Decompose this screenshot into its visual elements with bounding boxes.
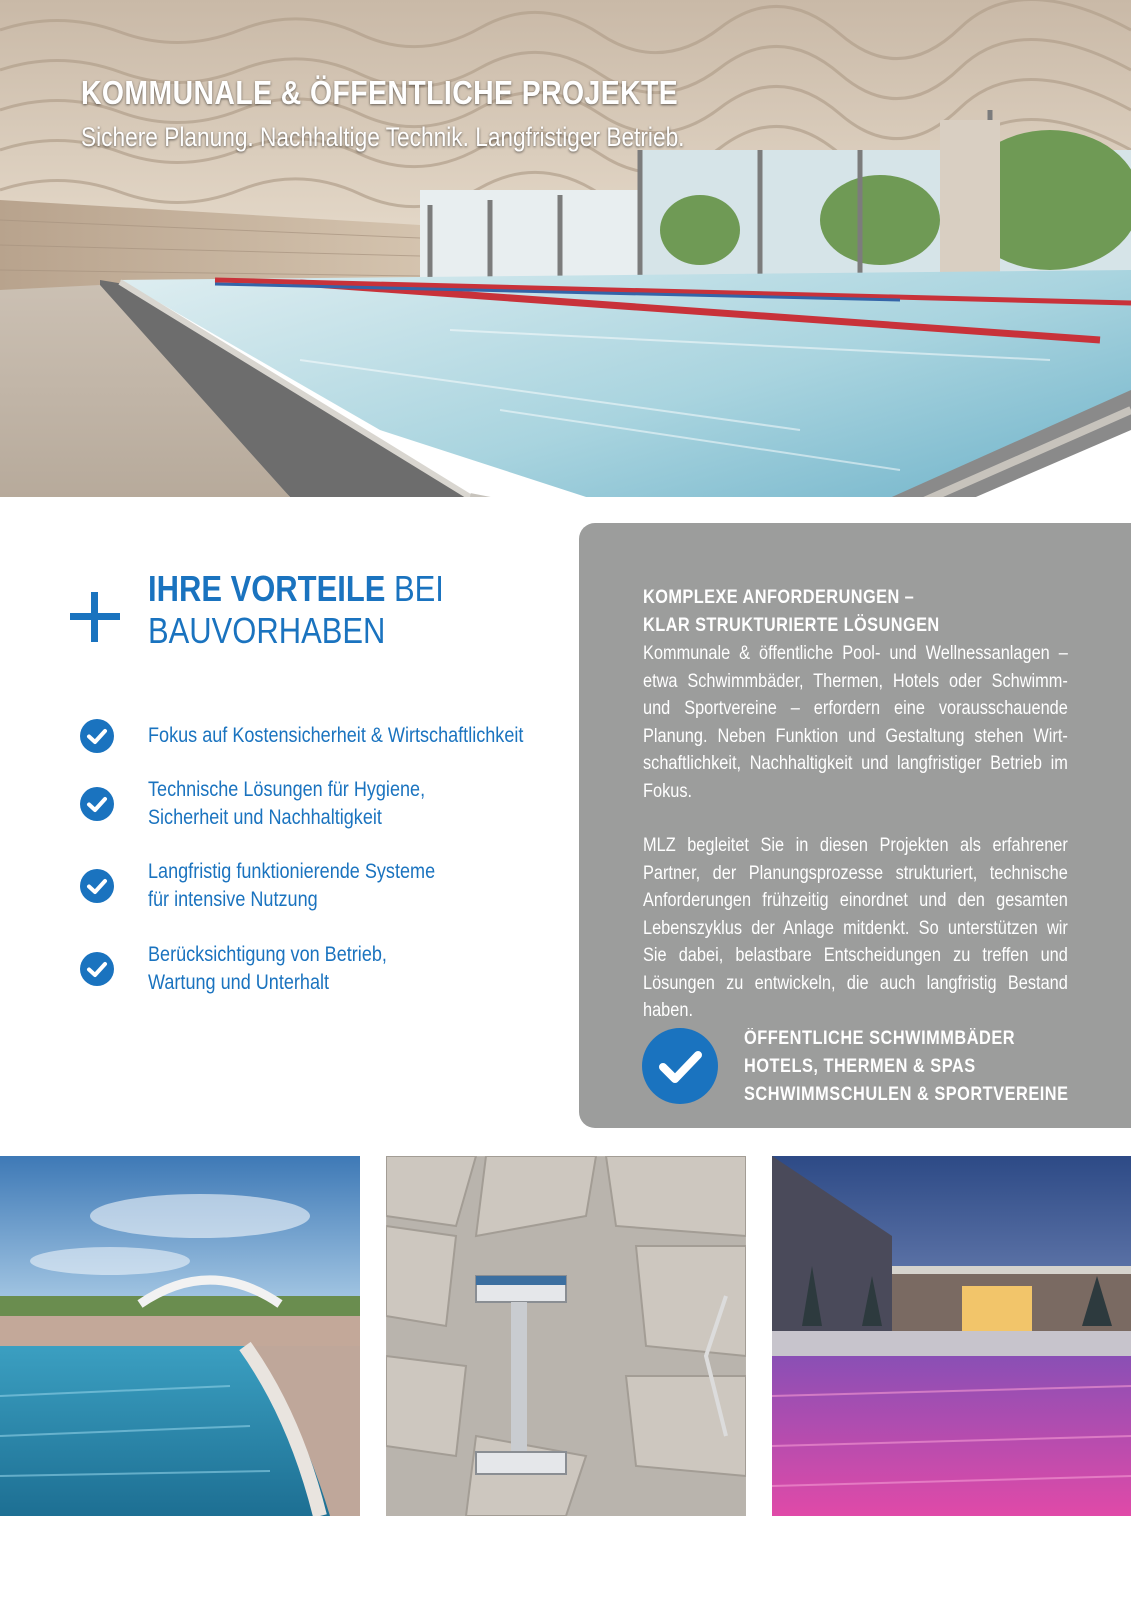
panel-heading-line: KOMPLEXE ANFORDERUNGEN – [643, 587, 915, 608]
advantage-text [148, 722, 523, 750]
advantages-heading-strong: IHRE VORTEILE [148, 568, 386, 609]
plus-icon [70, 592, 120, 642]
panel-heading [643, 584, 940, 640]
list-item: ÖFFENTLICHE SCHWIMMBÄDER [744, 1028, 1016, 1049]
advantages-heading [148, 568, 444, 652]
advantage-text [148, 941, 387, 997]
advantage-line: Technische Lösungen für Hygiene, [148, 778, 426, 801]
advantage-text [148, 776, 425, 832]
panel-paragraph: Kommunale & öffentliche Pool- und Wellnessanlagen – etwa Schwimmbäder, Thermen, Hotels oder Schwimm- und Sportvereine – erfordern eine vorausschauende Planung. Neben Funktion und Gestaltung stehen Wirtschaftlichkeit, Nachhaltigkeit und langfristiger Betrieb im Fokus. [643, 643, 1068, 802]
outdoor-pool-photo [0, 1156, 360, 1516]
page-subtitle: Sichere Planung. Nachhaltige Technik. Langfristiger Betrieb. [81, 122, 685, 152]
list-item: HOTELS, THERMEN & SPAS [744, 1056, 976, 1077]
check-circle-icon [80, 787, 114, 821]
panel-paragraph: MLZ begleitet Sie in diesen Projekten als erfahrener Partner, der Planungsprozesse strukturiert, technische Anforderungen frühzeitig einordnet und den gesamten Lebenszyklus der Anlage mitdenkt. So unterstützen wir Sie dabei, belastbare Entscheidungen zu treffen und Lösungen zu entwickeln, die auch langfristig Bestand haben. [643, 835, 1068, 1021]
check-circle-icon [80, 869, 114, 903]
check-circle-icon [642, 1028, 718, 1104]
hotel-pool-night-photo [772, 1156, 1131, 1516]
advantage-line: Langfristig funktionierende Systeme [148, 860, 436, 883]
target-groups-list [744, 1025, 1069, 1109]
advantage-line: Wartung und Unterhalt [148, 971, 330, 994]
advantage-line: Fokus auf Kostensicherheit & Wirtschaftlichkeit [148, 724, 524, 747]
list-item: SCHWIMMSCHULEN & SPORTVEREINE [744, 1084, 1069, 1105]
check-circle-icon [80, 719, 114, 753]
advantage-text [148, 858, 435, 914]
advantage-line: für intensive Nutzung [148, 888, 318, 911]
starting-block-photo [386, 1156, 746, 1516]
panel-heading-line: KLAR STRUKTURIERTE LÖSUNGEN [643, 615, 940, 636]
check-circle-icon [80, 952, 114, 986]
advantage-line: Sicherheit und Nachhaltigkeit [148, 806, 382, 829]
advantages-heading-rest: BEI [385, 568, 444, 609]
advantage-line: Berücksichtigung von Betrieb, [148, 943, 387, 966]
hero-photo [0, 0, 1131, 497]
advantages-heading-line2: BAUVORHABEN [148, 610, 386, 651]
page-title: KOMMUNALE & ÖFFENTLICHE PROJEKTE [81, 74, 679, 111]
